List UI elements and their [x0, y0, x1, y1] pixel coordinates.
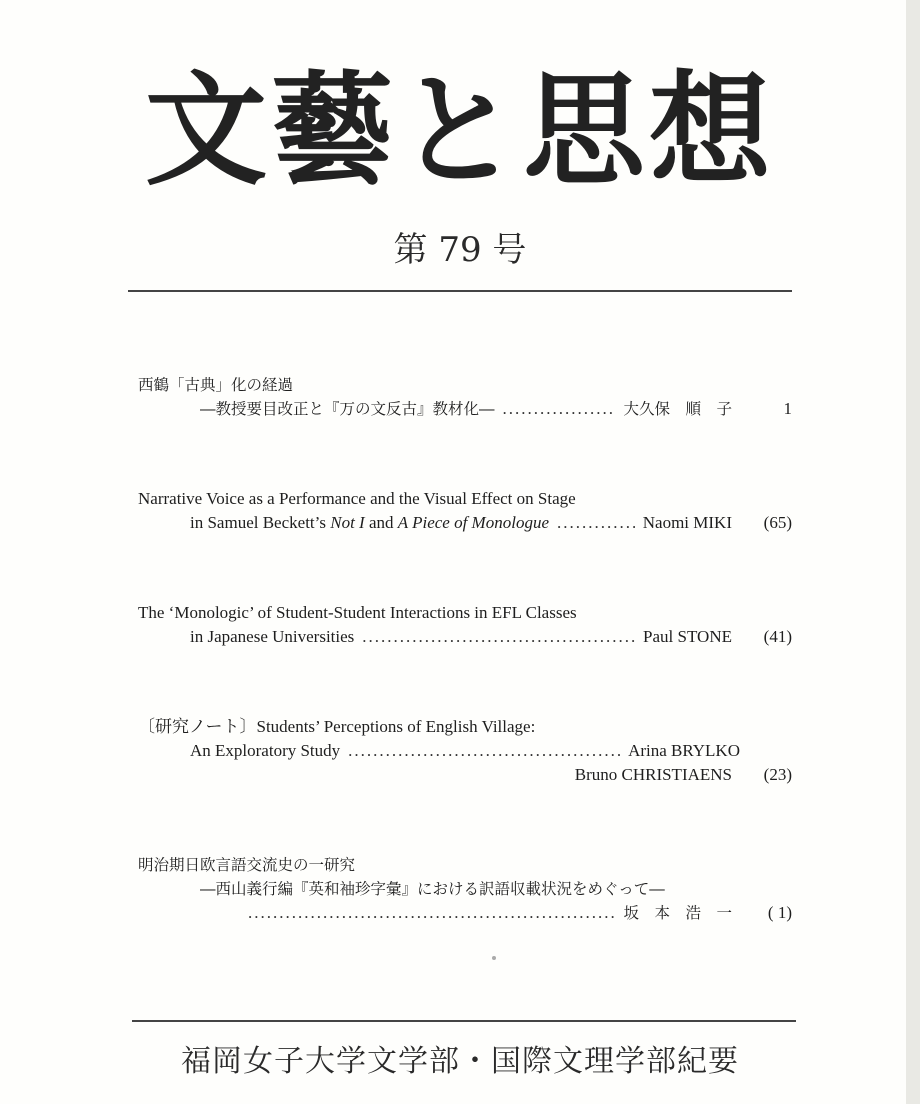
- publisher-footer: 福岡女子大学文学部・国際文理学部紀要: [181, 1044, 739, 1079]
- toc-entry-3-subtitle: in Japanese Universities: [190, 627, 355, 646]
- toc-entry-2-work-2: A Piece of Monologue: [397, 513, 549, 532]
- toc-entry-2-author: Naomi MIKI: [642, 513, 732, 532]
- toc-entry-2-subtitle-prefix: in Samuel Beckett’s: [190, 513, 331, 532]
- toc-entry-1-subtitle: ―教授要目改正と『万の文反古』教材化―: [200, 400, 495, 418]
- toc-entry-2-title[interactable]: Narrative Voice as a Performance and the Visual Effect on Stage: [138, 489, 576, 508]
- journal-title: 文藝と思想: [145, 60, 775, 202]
- toc-entry-2-row[interactable]: [190, 512, 792, 534]
- toc-entry-4-row-2[interactable]: [540, 764, 792, 786]
- toc-leader-dots: [348, 740, 620, 762]
- toc-entry-4-author-1: Arina BRYLKO: [628, 741, 740, 760]
- toc-entry-1-page: 1: [783, 399, 792, 418]
- toc-entry-5-author: 坂 本 浩 一: [623, 904, 732, 922]
- toc-leader-dots: [503, 398, 616, 420]
- toc-entry-2-page: (65): [763, 513, 792, 532]
- toc-entry-4-subtitle: An Exploratory Study: [190, 741, 341, 760]
- toc-entry-4-page: (23): [763, 765, 792, 784]
- toc-entry-2-work-1: Not I: [330, 513, 365, 532]
- toc-leader-dots: [248, 902, 615, 924]
- bottom-divider: [132, 1020, 796, 1022]
- issue-number: 第 79 号: [393, 230, 527, 270]
- toc-entry-2-subtitle: [190, 512, 549, 534]
- toc-entry-3-title[interactable]: The ‘Monologic’ of Student-Student Interactions in EFL Classes: [138, 603, 577, 622]
- toc-entry-5-page: ( 1): [767, 903, 792, 922]
- toc-entry-5-row[interactable]: [248, 902, 792, 924]
- toc-entry-3-author: Paul STONE: [643, 627, 732, 646]
- toc-entry-4-title[interactable]: 〔研究ノート〕Students’ Perceptions of English Village:: [138, 717, 536, 736]
- toc-leader-dots: [557, 512, 635, 534]
- toc-entry-1-row[interactable]: [200, 398, 792, 420]
- toc-leader-dots: [362, 626, 635, 648]
- toc-entry-2-subtitle-mid: and: [364, 513, 398, 532]
- toc-entry-5-subtitle: ―西山義行編『英和袖珍字彙』における訳語収載状況をめぐって―: [200, 880, 665, 898]
- toc-entry-1-title[interactable]: 西鶴「古典」化の経過: [138, 376, 294, 394]
- toc-entry-1-author: 大久保 順 子: [623, 400, 732, 418]
- toc-entry-5-title[interactable]: 明治期日欧言語交流史の一研究: [138, 856, 356, 874]
- toc-entry-4-row[interactable]: [190, 740, 740, 762]
- toc-entry-3-page: (41): [763, 627, 792, 646]
- paper-speck: [492, 956, 496, 960]
- toc-entry-3-row[interactable]: [190, 626, 792, 648]
- toc-entry-4-author-2: Bruno CHRISTIAENS: [574, 765, 732, 784]
